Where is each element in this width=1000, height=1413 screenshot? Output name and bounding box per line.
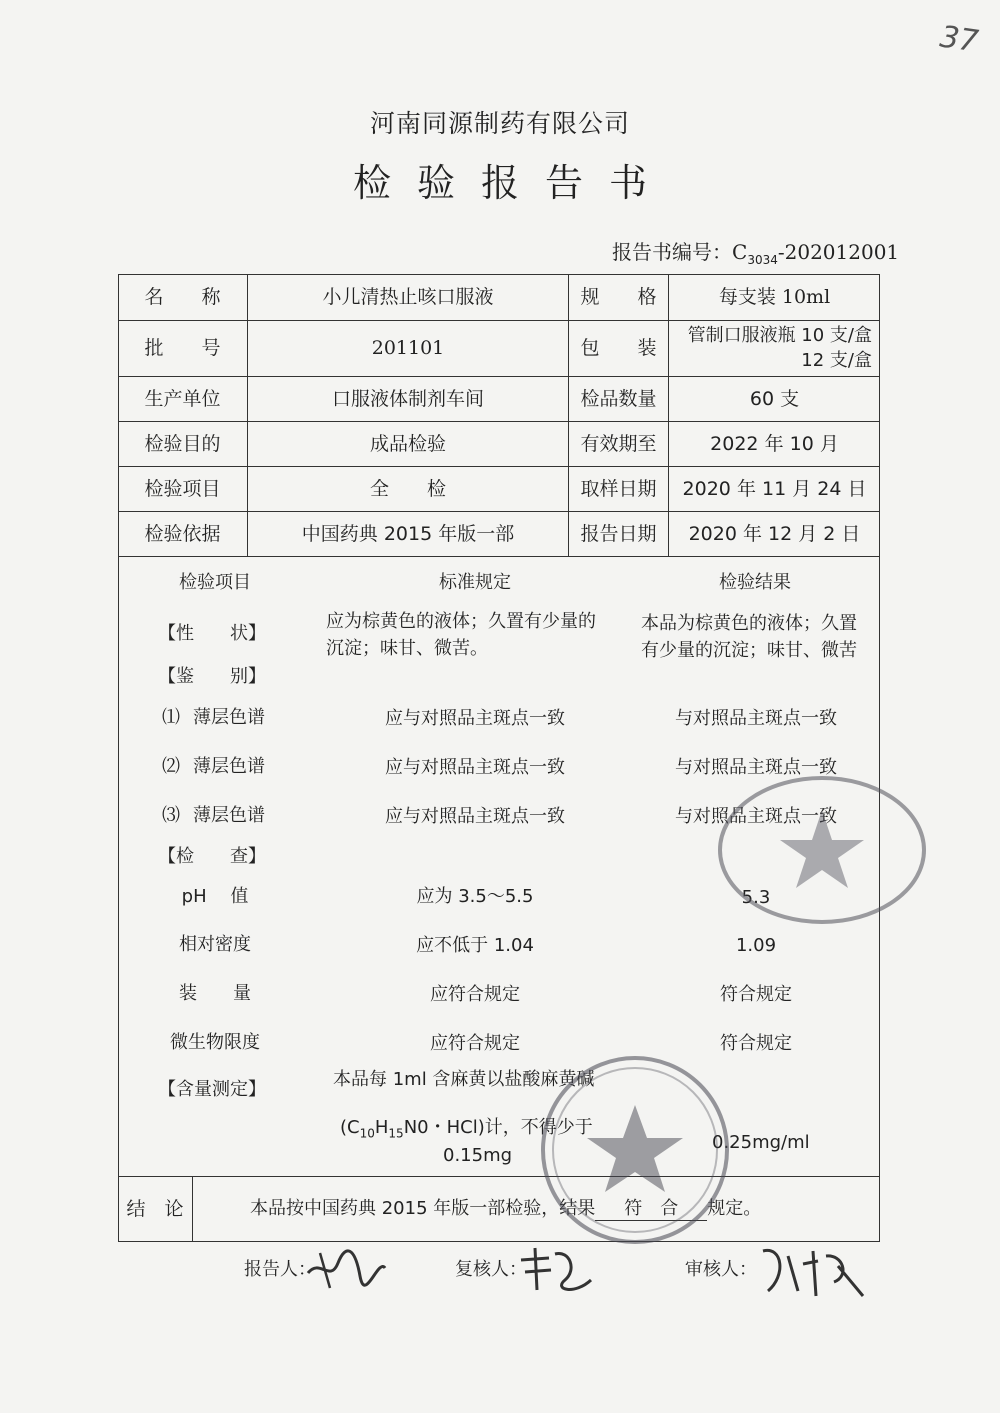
label-batch: 批 号 bbox=[144, 337, 221, 360]
assay-formula-sub-c: 10 bbox=[359, 1126, 375, 1141]
tlc-2-result: 与对照品主斑点一致 bbox=[675, 757, 837, 778]
appearance-standard-line2: 沉淀；味甘、微苦。 bbox=[326, 638, 488, 659]
page-number-mark: 37 bbox=[937, 19, 981, 60]
label-sampling-date: 取样日期 bbox=[580, 477, 657, 500]
conclusion-label: 结 论 bbox=[126, 1197, 184, 1220]
reporter-signature bbox=[300, 1238, 390, 1298]
col-header-result: 检验结果 bbox=[719, 572, 791, 593]
value-batch: 201101 bbox=[371, 337, 445, 360]
value-name: 小儿清热止咳口服液 bbox=[322, 286, 494, 309]
tlc-1-name: 薄层色谱 bbox=[193, 707, 265, 728]
assay-standard-line1: 本品每 1ml 含麻黄以盐酸麻黄碱 bbox=[333, 1069, 595, 1090]
label-test-items: 检验项目 bbox=[144, 477, 221, 500]
appearance-result-line1: 本品为棕黄色的液体；久置 bbox=[641, 613, 857, 634]
assay-formula-pre: (C bbox=[340, 1117, 360, 1138]
tlc-2-name: 薄层色谱 bbox=[193, 756, 265, 777]
tlc-3-standard: 应与对照品主斑点一致 bbox=[385, 806, 565, 827]
value-purpose: 成品检验 bbox=[369, 432, 446, 455]
company-name: 河南同源制药有限公司 bbox=[369, 109, 630, 138]
assay-formula-post: N0・HCl)计，不得少于 bbox=[403, 1117, 593, 1138]
check-fill-name: 装 量 bbox=[179, 983, 251, 1004]
assay-formula-sub-h: 15 bbox=[388, 1126, 404, 1141]
value-package: 管制口服液瓶 10 支/盒 12 支/盒 bbox=[687, 325, 872, 371]
value-spec: 每支装 10ml bbox=[718, 286, 831, 309]
check-ph-result: 5.3 bbox=[741, 887, 771, 908]
check-density-standard: 应不低于 1.04 bbox=[416, 935, 534, 956]
label-name: 名 称 bbox=[144, 286, 221, 309]
tlc-1-standard: 应与对照品主斑点一致 bbox=[385, 708, 565, 729]
label-package: 包 装 bbox=[580, 337, 657, 360]
tlc-3-result: 与对照品主斑点一致 bbox=[675, 806, 837, 827]
check-microbe-result: 符合规定 bbox=[720, 1033, 792, 1054]
check-density-name: 相对密度 bbox=[179, 934, 251, 955]
value-producer: 口服液体制剂车间 bbox=[331, 387, 484, 410]
quality-department-stamp bbox=[712, 770, 932, 930]
conclusion-text-post: 规定。 bbox=[707, 1198, 762, 1219]
appearance-result-line2: 有少量的沉淀；味甘、微苦 bbox=[641, 640, 857, 661]
approver-signature bbox=[758, 1236, 868, 1306]
check-fill-standard: 应符合规定 bbox=[430, 984, 520, 1005]
check-microbe-standard: 应符合规定 bbox=[430, 1033, 520, 1054]
assay-standard-line3: 0.15mg bbox=[443, 1145, 513, 1166]
value-report-date: 2020 年 12 月 2 日 bbox=[688, 522, 861, 545]
assay-formula-h: H bbox=[374, 1117, 389, 1138]
conclusion-text-pre: 本品按中国药典 2015 年版一部检验，结果 bbox=[250, 1198, 596, 1219]
label-producer: 生产单位 bbox=[144, 387, 221, 410]
label-basis: 检验依据 bbox=[144, 522, 221, 545]
section-appearance: 【性 状】 bbox=[158, 623, 266, 644]
tlc-3-name: 薄层色谱 bbox=[193, 805, 265, 826]
reviewer-label: 复核人： bbox=[455, 1259, 527, 1280]
report-number bbox=[612, 236, 899, 267]
document-title: 检验报告书 bbox=[352, 161, 673, 205]
section-identification: 【鉴 别】 bbox=[158, 666, 266, 687]
assay-result: 0.25mg/ml bbox=[712, 1132, 810, 1153]
value-test-items: 全 检 bbox=[369, 477, 446, 500]
label-expiry: 有效期至 bbox=[580, 432, 657, 455]
value-sampling-date: 2020 年 11 月 24 日 bbox=[682, 477, 867, 500]
tlc-2-standard: 应与对照品主斑点一致 bbox=[385, 757, 565, 778]
tlc-2-no: ⑵ bbox=[162, 756, 180, 777]
label-report-date: 报告日期 bbox=[580, 522, 657, 545]
check-ph-standard: 应为 3.5～5.5 bbox=[416, 886, 534, 907]
tlc-1-result: 与对照品主斑点一致 bbox=[675, 708, 837, 729]
value-quantity: 60 支 bbox=[749, 387, 800, 410]
row-divider bbox=[118, 556, 880, 557]
value-expiry: 2022 年 10 月 bbox=[710, 432, 839, 455]
report-number-sub: 3034 bbox=[747, 253, 778, 267]
conclusion-fill: 符 合 bbox=[595, 1198, 707, 1221]
section-assay: 【含量测定】 bbox=[158, 1079, 266, 1100]
report-number-prefix: C bbox=[732, 240, 748, 264]
label-spec: 规 格 bbox=[580, 286, 657, 309]
report-number-value: -202012001 bbox=[777, 240, 900, 264]
approver-label: 审核人： bbox=[685, 1259, 757, 1280]
check-ph-name: pH 值 bbox=[181, 886, 249, 907]
testing-seal-stamp bbox=[535, 1050, 735, 1250]
label-purpose: 检验目的 bbox=[144, 432, 221, 455]
appearance-standard-line1: 应为棕黄色的液体；久置有少量的 bbox=[326, 611, 596, 632]
check-density-result: 1.09 bbox=[735, 935, 777, 956]
check-microbe-name: 微生物限度 bbox=[170, 1032, 260, 1053]
col-header-standard: 标准规定 bbox=[439, 572, 511, 593]
tlc-3-no: ⑶ bbox=[162, 805, 180, 826]
label-quantity: 检品数量 bbox=[580, 387, 657, 410]
tlc-1-no: ⑴ bbox=[162, 707, 180, 728]
report-number-label: 报告书编号： bbox=[612, 240, 732, 264]
row-divider bbox=[118, 1176, 880, 1177]
col-divider bbox=[192, 1176, 193, 1242]
value-basis: 中国药典 2015 年版一部 bbox=[301, 522, 515, 545]
section-inspection: 【检 查】 bbox=[158, 846, 266, 867]
col-header-item: 检验项目 bbox=[179, 572, 251, 593]
reporter-label: 报告人： bbox=[244, 1259, 316, 1280]
check-fill-result: 符合规定 bbox=[720, 984, 792, 1005]
